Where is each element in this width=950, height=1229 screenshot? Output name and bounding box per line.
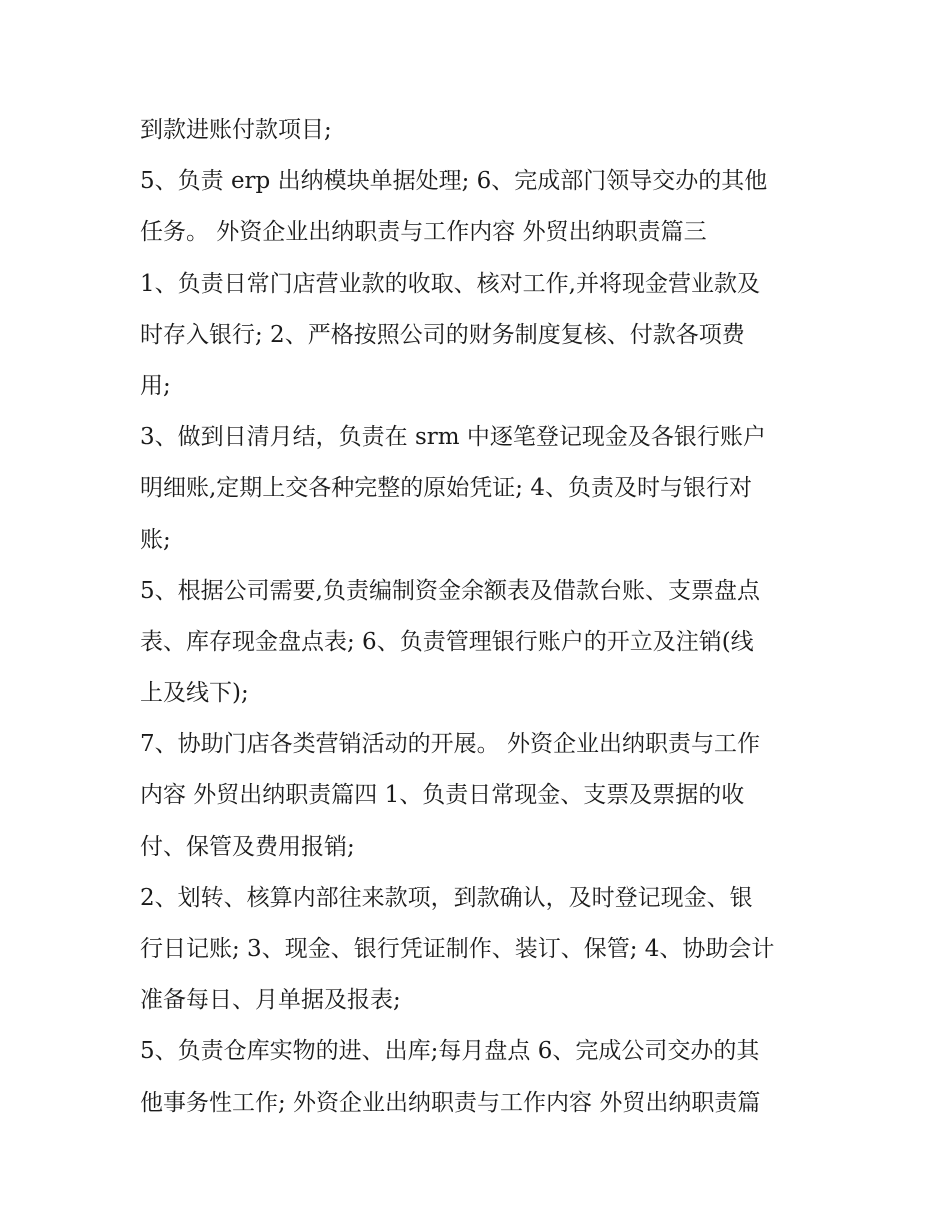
text-line: 用; xyxy=(140,372,171,399)
text-line: 2、划转、核算内部往来款项，到款确认，及时登记现金、银 xyxy=(140,884,753,911)
text-line: 7、协助门店各类营销活动的开展。 外资企业出纳职责与工作 xyxy=(140,731,760,758)
text-line: 时存入银行; 2、严格按照公司的财务制度复核、付款各项费 xyxy=(140,321,745,348)
text-line: 到款进账付款项目; xyxy=(140,117,332,143)
text-line: 他事务性工作; 外资企业出纳职责与工作内容 外贸出纳职责篇 xyxy=(140,1089,761,1116)
text-line: 账; xyxy=(140,526,171,553)
text-line: 准备每日、月单据及报表; xyxy=(140,987,401,1014)
text-line: 任务。 外资企业出纳职责与工作内容 外贸出纳职责篇三 xyxy=(140,219,707,246)
text-line: 1、负责日常门店营业款的收取、核对工作,并将现金营业款及 xyxy=(140,270,760,297)
text-line: 明细账,定期上交各种完整的原始凭证; 4、负责及时与银行对 xyxy=(140,475,753,502)
text-line: 上及线下); xyxy=(140,680,249,707)
text-line: 行日记账; 3、现金、银行凭证制作、装订、保管; 4、协助会计 xyxy=(140,936,775,962)
text-line: 5、负责仓库实物的进、出库;每月盘点 6、完成公司交办的其 xyxy=(140,1038,760,1065)
text-line: 付、保管及费用报销; xyxy=(140,833,355,860)
text-line: 5、负责 erp 出纳模块单据处理; 6、完成部门领导交办的其他 xyxy=(140,168,768,195)
document-body xyxy=(140,105,820,1129)
text-line: 5、根据公司需要,负责编制资金余额表及借款台账、支票盘点 xyxy=(140,577,760,604)
text-line: 表、库存现金盘点表; 6、负责管理银行账户的开立及注销(线 xyxy=(140,628,754,655)
text-line: 内容 外贸出纳职责篇四 1、负责日常现金、支票及票据的收 xyxy=(140,782,745,809)
text-line: 3、做到日清月结，负责在 srm 中逐笔登记现金及各银行账户 xyxy=(140,424,766,451)
